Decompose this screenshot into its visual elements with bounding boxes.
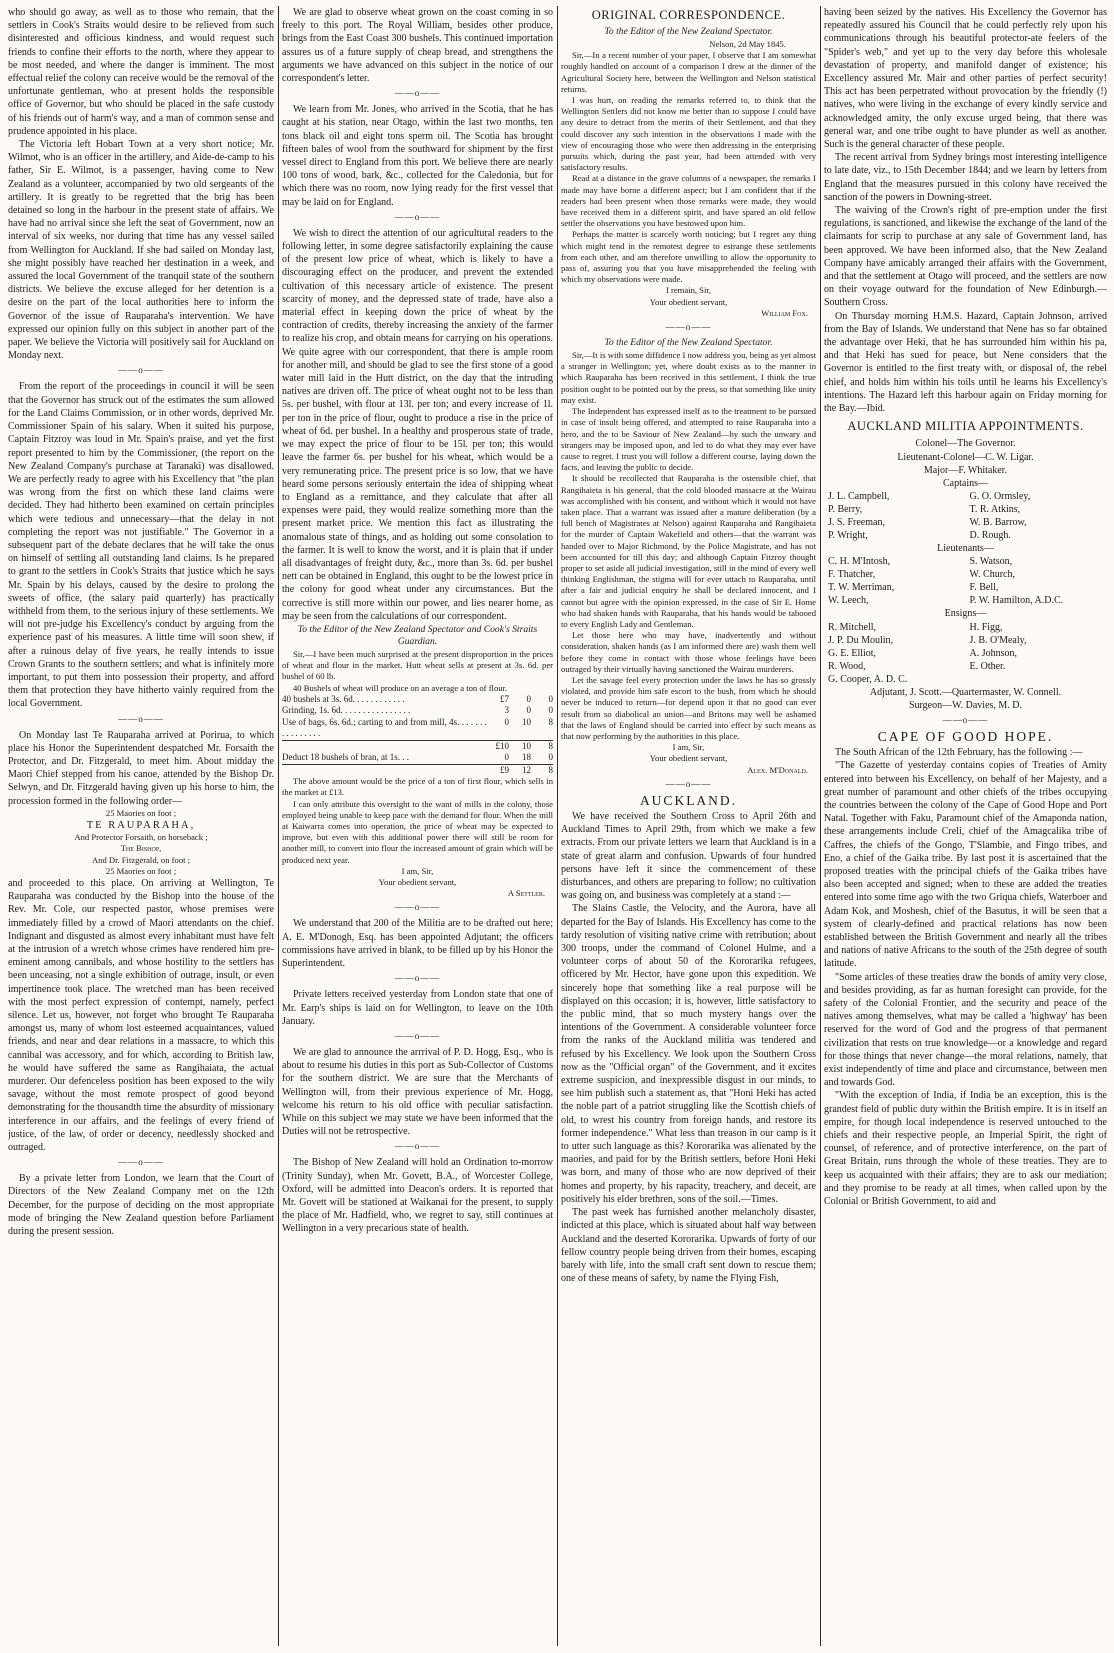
section-heading: AUCKLAND. [639, 792, 738, 808]
procession-line: And Dr. Fitzgerald, on foot ; [91, 854, 191, 865]
cost-row [282, 694, 553, 706]
article-paragraph: We are glad to announce the arrrival of P. D. Hogg, Esq., who is about to resume his duties in this port as Sub-Collector of Customs for the southern district. We are sure that the Merchants of Wellington will, from their previous experience of Mr. Hogg, welcome his return to his old office with peculiar satisfaction. While on this subject we may state we have been informed that the Duties will not be retrospective. [282, 1046, 553, 1138]
article-paragraph: We wish to direct the attention of our agricultural readers to the following letter, in some degree satisfactorily explaining the cause of the present low price of wheat, which is likely to have a discouraging effect on the producer, and prevent the extended cultivation of this necessary article of existence. The present scarcity of money, and the depressed state of trade, have also a material effect in keeping down the price of wheat by the contraction of credits, thereby increasing the anxiety of the farmer to realize his crop, and obtain means for carrying on his operations. We quite agree with our correspondent, that there is ample room for another mill, and should be glad to see the first stone of a good water mill laid in the Hutt district, on the day that the intruding natives are driven off. The price of wheat ought not to be less than 5s. per bushel, with flour at 13l. per ton; and every increase of 1l. per ton in the price of flour, ought to produce a rise in the price of wheat of 6d. per bushel. In a healthy and prosperous state of trade, we may expect the price of flour to be 15l. per ton; this would leave the farmer 6s. per bushel for his wheat, which would be a very remunerating price. The present price is so low, that we have heard some persons seriously entertain the idea of shipping wheat to England as a remittance, and they calculate that after all expenses were paid, they would realize something more than the present market price. We mention this fact as illustrating the anomalous state of things, and as holding out some consolation to the farmer. It is well to know the worst, and it is plain that if under all disadvantages of freight duty, &c., more than 3s. 6d. per bushel nett can be obtained in England, this ought to be the lowest price in the colony for good wheat under any circumstances. But the corrective is still more within our power, and lies nearer home, as may be seen from the calculations of our correspondent. [282, 227, 553, 622]
roster-name: P. Berry, [828, 504, 863, 516]
letter-paragraph: The above amount would be the price of a ton of first flour, which sells in the market at £13. [282, 776, 553, 798]
roster-name: H. Figg, [969, 621, 1003, 633]
roster-row [824, 555, 1107, 568]
roster-name: R. Wood, [828, 660, 866, 672]
article-paragraph: On Thursday morning H.M.S. Hazard, Captain Johnson, arrived from the Bay of Islands. We understand that Nene has so far obtained the advantage over Heki, that he has surrounded him within his pa, and that Heki has sued for peace, but Nene considers that the Governor is entitled to the first treaty with, or disposal of, the rebel chief, and holds him within his toils until he learns his Excellency's intentions. The Hazard left this harbour again on Friday morning for the Bay.—Ibid. [824, 310, 1107, 415]
article-paragraph: "With the exception of India, if India be an exception, this is the grandest field of public duty within the British empire. It is in itself an empire, for though local independence is reserved untouched to the chiefs and their respective people, an Imperial Spirit, the right of counsel, of reference, and of protective interference, on the part of Great Britain, runs through the whole of these treaties. They are to keep us acquainted with their affairs; they are to ask our mediation; and they promise to be ready at all times, when called upon by the Colonial or British Government, to aid and [824, 1090, 1107, 1208]
letter-signature: A Settler. [507, 888, 545, 899]
section-separator: ——o—— [942, 714, 989, 725]
roster-name: F. Bell, [969, 582, 999, 594]
section-separator: ——o—— [394, 902, 441, 913]
roster-name: T. W. Merriman, [828, 582, 895, 594]
roster-row [824, 673, 1107, 686]
cost-cell: £10 [487, 740, 509, 752]
article-paragraph: The Bishop of New Zealand will hold an Ordination to-morrow (Trinity Sunday), when Mr. Govett, B.A., of Worcester College, Oxford, will be admitted into Deacon's orders. It is reported that Mr. Govett will be stationed at Waikanai for the present, to supply the place of Mr. Hadfield, who, we regret to say, still continues at Wellington in a very precarious state of health. [282, 1157, 553, 1235]
roster-name: F. Thatcher, [828, 569, 876, 581]
cost-table [282, 694, 553, 777]
procession-line: The Bishop, [120, 843, 162, 854]
cost-row [282, 764, 553, 776]
letter-closing: Your obedient servant, [649, 753, 728, 764]
cost-cell: 10 [509, 740, 531, 752]
section-separator: ——o—— [394, 88, 441, 99]
roster-table [824, 490, 1107, 542]
roster-name: W. Leech, [828, 595, 869, 607]
cost-row [282, 717, 553, 741]
letter-paragraph: The Independent has expressed itself as to the treatment to be pursued in case of insult being offered, and attempted to raise Rauparaha into a hero, and the to be Saviour of New Zealand—by such the unwary and strangers may be imposed upon, and led to do what they may ever have cause to regret. I trust you will follow a different course, laying down the facts, and leaving the public to decide. [561, 406, 816, 473]
article-paragraph: The Victoria left Hobart Town at a very short notice; Mr. Wilmot, who is an officer in the artillery, and Aide-de-camp to his father, Sir E. Wilmot, is a passenger, having come to New Zealand as a volunteer, accompanied by two old sergeants of the artillery. It is greatly to be regretted that the brig has been detained so long in the harbour in the present state of affairs. We have had no arrival since she left the seat of Government, now an interval of six weeks, nor during that time has any vessel sailed from Wellington for Auckland. If she had sailed on Monday last, she might possibly have reached her destination in a week, and assured the local Government of the tranquil state of the southern districts. We believe the excuse alleged for her detention is a desire on the part of the local authorities here to inform the Governor of the issue of Rauparaha's intervention. We have expressed our opinion fully on this subject in another part of the paper. We believe the Victoria will positively sail for Auckland on Monday next. [8, 139, 274, 362]
roster-name: P. W. Hamilton, A.D.C. [969, 595, 1064, 607]
roster-name: T. R. Atkins, [969, 504, 1021, 516]
letter-heading: To the Editor of the New Zealand Spectator. [604, 337, 773, 349]
section-heading: ORIGINAL CORRESPONDENCE. [591, 8, 786, 22]
letter-closing: Your obedient servant, [649, 296, 728, 307]
roster-row [824, 621, 1107, 634]
section-separator: ——o—— [118, 1157, 164, 1168]
article-paragraph: "Some articles of these treaties draw the bonds of amity very close, and besides providing, as far as human foresight can provide, for the safety of the Colonial Frontier, and the security and peace of the natives among themselves, what may be called a 'highway' has been reserved for the word of God and the progress of that permanent civilization that rests on true knowledge—or a knowledge and regard for those things that never change—the moral relations, namely, that exist independently of time and place and circumstance, between men and towards God. [824, 971, 1107, 1089]
roster-row [824, 529, 1107, 542]
article-paragraph: By a private letter from London, we learn that the Court of Directors of the New Zealand Company met on the 12th December, for the purpose of deciding on the most appropriate mode of bringing the New Zealand question before Parliament during the present session. [8, 1173, 274, 1238]
cost-cell: 0 [548, 705, 553, 716]
letter-heading: To the Editor of the New Zealand Spectator. [604, 26, 773, 37]
roster-row [824, 647, 1107, 660]
procession-line: And Protector Forsaith, on horseback ; [74, 832, 208, 843]
roster-name: G. E. Elliot, [828, 647, 877, 659]
roster-name: S. Watson, [969, 556, 1013, 568]
roster-row [824, 516, 1107, 529]
letter-dateline: Nelson, 2d May 1845. [709, 39, 786, 49]
roster-subheading: Captains— [943, 477, 988, 489]
article-paragraph: On Monday last Te Rauparaha arrived at Porirua, to which place his Honor the Superintendent despatched Mr. Forsaith the Protector, and Dr. Fitzgerald, to meet him. About midday the Maori Chief stepped from his canoe, attended by the Bishop Dr. Selwyn, and Dr. Fitzgerald having given up his horse to him, the procession formed in the following order— [8, 729, 274, 807]
section-heading: AUCKLAND MILITIA APPOINTMENTS. [847, 419, 1084, 434]
roster-name: C. H. M'Intosh, [828, 556, 891, 568]
roster-name: G. O. Ormsley, [969, 491, 1031, 503]
letter-paragraph: 40 Bushels of wheat will produce on an average a ton of flour. [293, 682, 508, 693]
roster-name: J. P. Du Moulin, [828, 634, 894, 646]
letter-paragraph: Sir,—It is with some diffidence I now address you, being as yet almost a stranger in Wellington; yet, where doubt exists as to the manner in which Rauparaha has been received in this settlement, I think the true position ought to be pointed out by the press, so that something like unity may exist. [561, 350, 816, 405]
roster-row [824, 634, 1107, 647]
cost-cell: 18 [522, 752, 531, 763]
cost-cell: 8 [531, 740, 553, 752]
cost-cell: 0 [548, 752, 553, 763]
roster-line: Lieutenant-Colonel—C. W. Ligar. [897, 451, 1034, 463]
letter-paragraph: Let those here who may have, inadvertently and without consideration, shaken hands (as I am informed there are) wash them well before they come in contact with those whose feelings have been outraged by their virtually having sanctioned the Wairau murderers. [561, 630, 816, 674]
cost-cell: 0 [504, 752, 509, 763]
article-paragraph: having been seized by the natives. His Excellency the Governor has repeatedly assured his Council that he could perfectly rely upon his communications through his beautiful protector-ate feelers of the "Spider's web," and yet up to the very day before this wholesale devastation of property, and manifold danger of existence; his Excellency assured Mr. Mair and other parties of perfect security! This act has been perpetrated without provocation by the friendly (!) natives, who were living in the exchange of every kindly service and acknowledged amity, the only excuse urged being, that there was general war, and one tribe ought to have plunder as well as another. Such is the general character of these people. [824, 7, 1107, 151]
column-4 [824, 6, 1107, 1646]
column-rule [278, 6, 279, 1646]
roster-name: J. L. Campbell, [828, 491, 890, 503]
cost-cell: £7 [500, 693, 509, 704]
roster-subheading: Ensigns— [944, 608, 987, 620]
roster-subheading: Lieutenants— [937, 543, 994, 555]
cost-cell: 0 [504, 716, 509, 727]
roster-row [824, 568, 1107, 581]
section-heading: CAPE OF GOOD HOPE. [877, 728, 1054, 744]
roster-line: Adjutant, J. Scott.—Quartermaster, W. Connell. [869, 686, 1062, 698]
article-paragraph: "The Gazette of yesterday contains copies of Treaties of Amity entered into between his Excellency, on behalf of her Majesty, and a great number of paramount and other chiefs of the tribes occupying the countries between the colony of the Cape of Good Hope and Port Natal. Together with Faku, Paramount chief of the Amaponda nation, these arrangements include Creli, chief of the Amagcalika tribe of Caffres, the chiefs of the Gongo, T'Slambie, and Fingo tribes, and Eno, a chief of the Gaika tribe. By last post it is ascertained that the proposed treaties with the principal chiefs of the Gaika tribes have also been accepted and signed; when to these are added the treaties entered into some time ago with the two Griqua chiefs, Waterboer and Adam Kok, and Moshesh, chief of the Basutus, it will be seen that a system of clearly-defined and practical relations has now been established between the British Government and nearly all the tribes and nations of native Africans to the south of the 25th degree of south latitude. [824, 760, 1107, 970]
cost-cell: 8 [531, 764, 553, 776]
section-separator: ——o—— [394, 1141, 441, 1152]
letter-paragraph: I was hurt, on reading the remarks referred to, to think that the Wellington Settlers did not know me better than to suppose I could have any desire to detract from the merits of their Settlement, and that they could discover any such intention in the observations I made with the view of encouraging those who were then addressing in the enterprising pursuits which, during the past year, had been attended with very satisfactory results. [561, 95, 816, 173]
roster-table [824, 555, 1107, 607]
letter-heading: To the Editor of the New Zealand Spectator and Cook's Straits Guardian. [297, 623, 538, 647]
cost-cell: 0 [526, 693, 531, 704]
cost-row [282, 740, 553, 752]
cost-cell: 0 [526, 705, 531, 716]
letter-paragraph: I can only attribute this oversight to the want of mills in the colony, those employed being unable to keep pace with the demand for flour. When the mill at Kaiwarra comes into operation, the price of wheat may be expected to improve, but even with this additional power there will still be room for another mill, to convert into flour the increased amount of grain which will be produced next year. [282, 798, 553, 865]
cost-cell: Grinding, 1s. 6d. . . . . . . . . . . . . . . . [282, 705, 411, 716]
roster-name: J. B. O'Mealy, [969, 634, 1027, 646]
article-paragraph: The South African of the 12th February, has the following :— [835, 747, 1083, 759]
roster-name: J. S. Freeman, [828, 517, 885, 529]
column-rule [820, 6, 821, 1646]
roster-line: Colonel—The Governor. [915, 438, 1016, 450]
article-paragraph: The Slains Castle, the Velocity, and the Aurora, have all departed for the Bay of Islands. His Excellency has come to the tardy resolution of visiting native crime with retribution; about 300 troops, under the command of Colonel Hulme, and a volunteer corps of about 50 of the Kororarika refugees, officered by Mr. Hector, have gone upon this expedition. We sincerely hope that something like a real purpose will be displayed on this occasion; it is, however, little satisfactory to the public mind, that so much mystery hangs over the intentions of the Government. A considerable volunteer force from the ranks of the Auckland militia was tendered and refused by his Excellency. We look upon the Southern Cross now as the "Official organ" of the Government, and it excites extreme suspicion, and inexpressible disgust in our minds, to see him publish such a statement as, that "Honi Heki has acted the noble part of a patriot struggling like the Scottish chiefs of old, to wrest his country from foreign hands, and restore its former independence." What less than treason in our camp is it to utter such language as this? Kororarika was alienated by the maories, and paid for by the British settlers, before Honi Heki was born, and many of those who are now deprived of their homes and property, by his rapacity, treachery, and deceit, are positively his elder brethren, sons of the soil.—Times. [561, 903, 816, 1205]
section-separator: ——o—— [394, 211, 441, 222]
article-paragraph: We learn from Mr. Jones, who arrived in the Scotia, that he has caught at his station, near Otago, within the last two months, ten tons black oil and eight tons sperm oil. The Scotia has brought fifteen bales of wool from the southward for shipment by the first vessel direct to England from this port. We believe there are nearly 100 tons of wood, bark, &c., collected for the Caledonia, but for which there was no room, now lying ready for the first vessel that may be laid on for England. [282, 104, 553, 208]
section-separator: ——o—— [665, 778, 712, 789]
article-paragraph: The waiving of the Crown's right of pre-emption under the first regulations, is sanctioned, and likewise the exchange of the land of the claimants for scrip to purchase at any sale of Government land, has been approved. We have been informed also, that the New Zealand Company have amicably arranged their affairs with the Government, and that the settlement at Otago will proceed, and the settlers are now on their voyage outward for the foundation of New Edinburgh.—Southern Cross. [824, 205, 1107, 309]
section-separator: ——o—— [394, 1030, 441, 1041]
letter-paragraph: Let the savage feel every protection under the laws he has so grossly violated, and provide him safe escort to the bush, from which he should never be induced to return—for depend upon it that no good can ever result from so diabolical an union—and Britons may well be ashamed that the laws of England should be carried into effect by such means as that now performing by the authorities in this place. [561, 674, 816, 741]
column-1 [8, 6, 274, 1646]
roster-name: W. Church, [969, 569, 1015, 581]
roster-name: A. Johnson, [969, 647, 1018, 659]
letter-closing: Your obedient servant, [378, 877, 457, 888]
roster-name [966, 673, 1108, 686]
procession-line: 25 Maories on foot ; [105, 865, 177, 876]
cost-cell [282, 740, 487, 752]
cost-cell: Deduct 18 bushels of bran, at 1s. . . [282, 752, 409, 763]
roster-name: W. B. Barrow, [969, 517, 1027, 529]
cost-row [282, 705, 553, 717]
cost-row [282, 752, 553, 764]
letter-paragraph: Sir,—I have been much surprised at the present disproportion in the prices of wheat and flour in the market. Hutt wheat sells at present at 3s. 6d. per bushel of 60 lb. [282, 648, 553, 682]
article-paragraph: who should go away, as well as to those who remain, that the settlers in Cook's Straits would desire to be relieved from such disinterested and officious kindness, and would request such friends to confine their efforts to the north, where they appear to be most needed, and where the danger is imminent. The most effectual relief the colony can receive would be the removal of the unfortunate gentleman, who at present holds the responsible office of Governor, but who should be placed in the safe custody of his friends out of harm's way, and a man of common sense and prudence appointed in his place. [8, 7, 274, 137]
roster-name: E. Other. [969, 660, 1006, 672]
roster-line: Surgeon—W. Davies, M. D. [908, 699, 1023, 711]
letter-closing: I remain, Sir, [666, 285, 711, 296]
roster-name: R. Mitchell, [828, 621, 877, 633]
cost-cell: 10 [522, 716, 531, 727]
letter-signature: William Fox. [761, 307, 808, 318]
cost-cell: 12 [509, 764, 531, 776]
roster-row [824, 581, 1107, 594]
cost-cell: Use of bags, 6s. 6d.; carting to and from mill, 4s. . . . . . . . . . . . . . . . [282, 716, 487, 739]
roster-table [824, 621, 1107, 686]
letter-paragraph: Perhaps the matter is scarcely worth noticing; but I regret any thing which might tend in the remotest degree to estrange these settlements from each other, and am therefore unwilling to allow the opportunity to pass of, assuring you that you have misapprehended the feeling with which my observations were made. [561, 229, 816, 285]
roster-name: D. Rough. [969, 530, 1011, 542]
column-2 [282, 6, 553, 1646]
procession-line: TE RAUPARAHA, [86, 819, 196, 831]
article-paragraph: The recent arrival from Sydney brings most interesting intelligence to late date, viz., to 15th December 1844; and we learn by letters from England that the measures pursued in this colony have received the sanction of the powers in Downing-street. [824, 152, 1107, 203]
roster-name: G. Cooper, A. D. C. [828, 673, 908, 685]
cost-cell: 0 [548, 693, 553, 704]
article-paragraph: The past week has furnished another melancholy disaster, indicted at this place, which is situated about half way between Auckland and the deserted Kororarika. Upwards of forty of our fellow country people being driven from their homes, escaping barely with life, into the small craft sent down to rescue them; one of these means of safety, by name the Flying Fish, [561, 1207, 816, 1285]
roster-row [824, 660, 1107, 673]
letter-paragraph: Read at a distance in the grave columns of a newspaper, the remarks I made may have borne a different aspect; but I am confident that if the readers had been present when those remarks were made, they would have received them in a different spirit, and have spared an old fellow settler the observations you have bestowed upon him. [561, 173, 816, 229]
column-rule [557, 6, 558, 1646]
cost-cell: 3 [504, 705, 509, 716]
section-separator: ——o—— [118, 365, 164, 376]
letter-paragraph: Sir,—In a recent number of your paper, I observe that I am somewhat roughly handled on account of a comparison I drew at the dinner of the Agricultural Society here, between the Wellington and Nelson statistical returns. [561, 50, 816, 94]
procession-line: 25 Maories on foot ; [105, 807, 177, 818]
roster-row [824, 594, 1107, 607]
roster-row [824, 503, 1107, 516]
article-paragraph: We are glad to observe wheat grown on the coast coming in so freely to this port. The Royal William, besides other produce, brings from the East Coast 300 bushels. This continued importation assures us of a future supply of cheap bread, and strengthens the arguments we have advanced on this subject in the notice of our correspondent's letter. [282, 7, 553, 85]
article-paragraph: From the report of the proceedings in council it will be seen that the Governor has struck out of the estimates the sum allowed for the Land Claims Commission, or in other words, deprived Mr. Commissioner Spain of his salary. When it suited his purpose, Captain Fitzroy was loud in Mr. Spain's praise, and yet the first report presented to him by the Commissioner, (the report on the New Zealand Company's purchase at Taranaki) was disallowed. We are perfectly ready to agree with his Excellency that "the plan was wrong from the first on which these land claims were decided. They had hitherto been examined on certain principles which were tedious and unnecessary—that the delay in not completing the report was not justifiable." The Governor in a subsequent part of the debate declares that he will take the onus on himself of settling all outstanding land claims. Is he prepared to grant to the settlers in Cook's Straits that justice which he says Mr. Spain by his delays, caused by the desire to prolong the sweets of office, (the salary paid quarterly) has practically withheld from them, to the serious injury of these settlements. We will not pre-judge his Excellency's conduct by arguing from the experience past of his measures. A little time will soon shew, if after a ruinous delay of five years, he really intends to issue Crown Grants to the southern settlers; and what is infinitely more important, to put them into possession their property, and afford them that protection they have hitherto vainly required from the local Government. [8, 381, 274, 710]
article-paragraph: and proceeded to this place. On arriving at Wellington, Te Rauparaha was conducted by the Bishop into the house of the Rev. Mr. Cole, our respected pastor, whose premises were immediately filled by a crowd of Maori attendants on the chief. Indignant and disgusted as almost every inhabitant must have felt at the intrusion of a wretch whose crimes have rendered him pre-eminent among cannibals, and whose hostility to the settlers has been unceasing, not a single exhibition of outrage, insult, or even impertinence took place. The wretched man has been received with the most perfect expression of contempt, namely, perfect silence. Let us, however, not forget who brought Te Rauparaha amongst us, many of whom lost esteemed acquaintances, valued friends, and near and dear relations in a massacre, to which this cannibal was accessory, and for which, according to British law, he would have suffered the same as Rangihaiata, the actual murderer. Our defenceless position has been exposed to the wily savage, without the most remote prospect of good beyond demonstrating for the thousandth time the absurdity of missionary interference in our affairs, and the feelings of every friend of justice, of the law, of order or decency, needlessly shocked and outraged. [8, 878, 274, 1154]
article-paragraph: We understand that 200 of the Militia are to be drafted out here; A. E. M'Donogh, Esq. has been appointed Adjutant; the officers commissions have arrived in blank, to be filled up by his Honor the Superintendent. [282, 918, 553, 970]
section-separator: ——o—— [665, 322, 712, 333]
cost-cell: 40 bushels at 3s. 6d. . . . . . . . . . . . [282, 693, 405, 704]
section-separator: ——o—— [394, 973, 441, 984]
cost-cell [282, 764, 487, 776]
article-paragraph: Private letters received yesterday from London state that one of Mr. Earp's ships is laid on for Wellington, to leave on the 10th January. [282, 989, 553, 1027]
letter-closing: I am, Sir, [401, 865, 434, 876]
letter-signature: Alex. M'Donald. [747, 764, 808, 775]
roster-name: P. Wright, [828, 530, 868, 542]
cost-cell: 8 [548, 716, 553, 727]
section-separator: ——o—— [118, 713, 164, 724]
article-paragraph: We have received the Southern Cross to April 26th and Auckland Times to April 29th, from which we make a few extracts. From our private letters we learn that Auckland is in a state of great alarm and confusion. Upwards of four hundred persons have left it since the commencement of these disturbances, and others are preparing to follow; no cultivation was going on, and business was completely at a stand :— [561, 811, 816, 902]
roster-line: Major—F. Whitaker. [923, 464, 1008, 476]
column-3 [561, 6, 816, 1646]
letter-closing: I am, Sir, [672, 742, 705, 753]
roster-row [824, 490, 1107, 503]
letter-paragraph: It should be recollected that Rauparaha is the ostensible chief, that Rangihaieta is his general, that the cold blooded massacre at the Wairau was accomplished with his consent, and without which it would not have taken place. That a warrant was issued after a mature deliberation (by a full bench of Magistrates at Nelson) against Rauparaha and Rangihaieta for the murder of Captain Wakefield and others—that the warrant was handed over to Major Richmond, by the Police Magistrate, and has not been accounted for till this day; and although Captain Fitzroy thought proper to set aside all judicial investigation, still in the mind of every well thinking Englishman, the stigma will for ever uttach to Rauparaha, until after a fair and judicial enquiry he shall be declared innocent, and I cannot but agree with the opinion expressed, in the case of Sir E. Home who had shaken hands with Rauparaha, that his hands would be tabooed to every English Lady and Gentleman. [561, 473, 816, 629]
cost-cell: £9 [487, 764, 509, 776]
